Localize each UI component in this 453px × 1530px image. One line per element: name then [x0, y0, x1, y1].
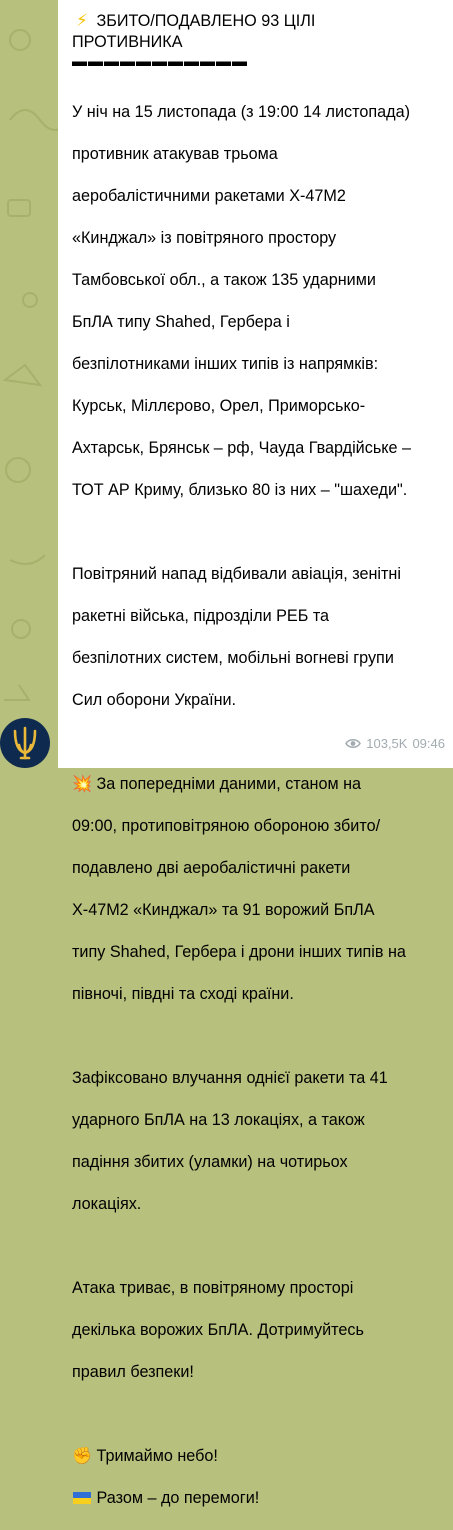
- paragraph-attack: [72, 81, 445, 522]
- lightning-icon: ⚡: [76, 11, 88, 30]
- text-line: «Кинджал» із повітряного простору: [72, 229, 337, 247]
- text-line: типу Shahed, Гербера і дрони інших типів на: [72, 943, 406, 961]
- paragraph-hits: [72, 1047, 445, 1236]
- ukraine-flag-icon: [72, 1488, 92, 1509]
- text-line: аеробалістичними ракетами Х-47М2: [72, 187, 346, 205]
- text-line: ракетні війська, підрозділи РЕБ та: [72, 607, 330, 625]
- paragraph-defense: [72, 543, 445, 732]
- text-line: безпілотниками інших типів із напрямків:: [72, 355, 379, 373]
- text-line: Зафіксовано влучання однієї ракети та 41: [72, 1069, 388, 1087]
- title-line-2: ПРОТИВНИКА: [72, 33, 183, 51]
- text-line: ТОТ АР Криму, близько 80 із них – "шахеди".: [72, 481, 408, 499]
- text-line: подавлено дві аеробалістичні ракети: [72, 859, 351, 877]
- message-bubble[interactable]: [58, 0, 453, 1507]
- text-line: Ахтарськ, Брянськ – рф, Чауда Гвардійське –: [72, 439, 412, 457]
- text-line: За попередніми даними, станом на: [92, 775, 362, 793]
- paragraph-results: [72, 753, 445, 1026]
- text-line: ударного БпЛА на 13 локаціях, а також: [72, 1111, 365, 1129]
- text-line: локаціях.: [72, 1195, 142, 1213]
- text-line: БпЛА типу Shahed, Гербера і: [72, 313, 290, 331]
- view-count: 103,5K: [366, 736, 408, 751]
- text-line: противник атакував трьома: [72, 145, 278, 163]
- message-meta: [345, 733, 445, 754]
- text-line: декілька ворожих БпЛА. Дотримуйтесь: [72, 1321, 364, 1339]
- text-line: падіння збитих (уламки) на чотирьох: [72, 1153, 348, 1171]
- separator: ▬▬▬▬▬▬▬▬▬▬▬: [72, 53, 248, 70]
- text-line: Повітряний напад відбивали авіація, зенітні: [72, 565, 401, 583]
- text-line: безпілотних систем, мобільні вогневі групи: [72, 649, 394, 667]
- title-line-1: ЗБИТО/ПОДАВЛЕНО 93 ЦІЛІ: [96, 12, 316, 30]
- text-line: правил безпеки!: [72, 1363, 194, 1381]
- explosion-icon: 💥: [72, 775, 93, 793]
- text-line: У ніч на 15 листопада (з 19:00 14 листопада): [72, 103, 410, 121]
- text-line: Сил оборони України.: [72, 691, 237, 709]
- closing: [72, 1425, 445, 1530]
- message-time: 09:46: [412, 736, 445, 751]
- post-title: [72, 10, 445, 53]
- text-line: Тамбовської обл., а також 135 ударними: [72, 271, 376, 289]
- paragraph-warning: [72, 1257, 445, 1404]
- text-line: Атака триває, в повітряному просторі: [72, 1279, 354, 1297]
- text-line: 09:00, протиповітряною обороною збито/: [72, 817, 381, 835]
- channel-avatar[interactable]: [0, 718, 50, 768]
- text-line: Курськ, Міллєрово, Орел, Приморсько-: [72, 397, 366, 415]
- text-line: Х-47М2 «Кинджал» та 91 ворожий БпЛА: [72, 901, 375, 919]
- raised-fist-icon: ✊: [72, 1447, 93, 1465]
- closing-line-2: Разом – до перемоги!: [92, 1489, 260, 1507]
- eye-icon: [345, 738, 361, 749]
- trident-icon: [10, 725, 40, 761]
- text-line: півночі, півдні та сході країни.: [72, 985, 294, 1003]
- closing-line-1: Тримаймо небо!: [92, 1447, 218, 1465]
